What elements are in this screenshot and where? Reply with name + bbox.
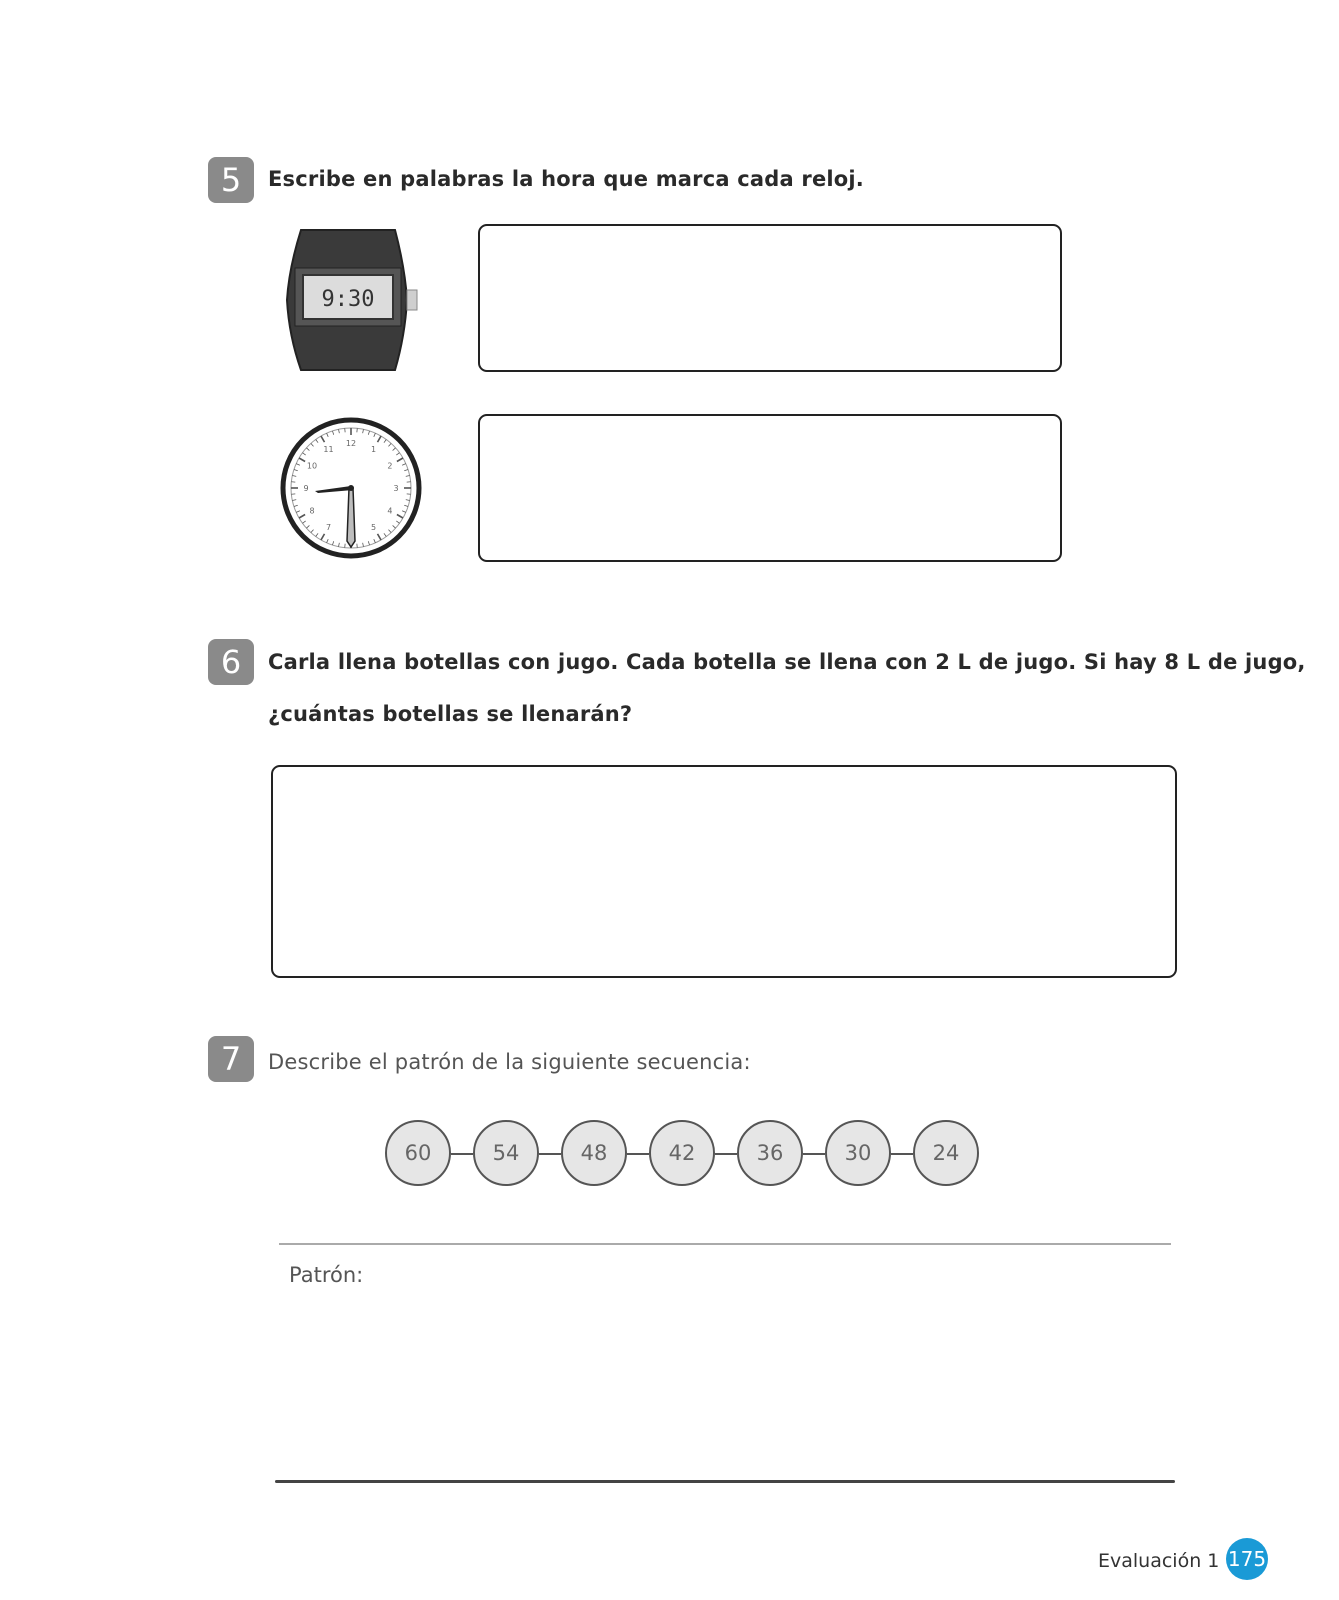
number-sequence: [385, 1120, 985, 1192]
clock-hour-label: 3: [393, 484, 399, 493]
question-7-instruction: Describe el patrón de la siguiente secuencia:: [268, 1050, 751, 1074]
question-6-line-1: Carla llena botellas con jugo. Cada botella se llena con 2 L de jugo. Si hay 8 L de jugo,: [268, 650, 1306, 674]
footer-section-label: Evaluación 1: [1098, 1550, 1220, 1572]
question-number-5: 5: [208, 157, 254, 203]
sequence-item: 36: [737, 1120, 803, 1186]
question-number-7: 7: [208, 1036, 254, 1082]
sequence-connector: [803, 1153, 825, 1155]
sequence-item: 30: [825, 1120, 891, 1186]
clock-hour-label: 11: [323, 445, 334, 455]
clock-hour-label: 8: [309, 506, 315, 516]
minute-hand: [347, 488, 355, 547]
sequence-item: 60: [385, 1120, 451, 1186]
digital-watch: [283, 228, 423, 373]
sequence-connector: [539, 1153, 561, 1155]
clock-hour-label: 1: [370, 445, 377, 455]
pattern-label: Patrón:: [289, 1263, 364, 1287]
sequence-connector: [451, 1153, 473, 1155]
question-number-6: 6: [208, 639, 254, 685]
sequence-item: 24: [913, 1120, 979, 1186]
sequence-item: 54: [473, 1120, 539, 1186]
clock-hour-label: 5: [370, 522, 377, 532]
clock-hour-label: 10: [306, 461, 318, 471]
sequence-connector: [715, 1153, 737, 1155]
page-number-badge: 175: [1226, 1538, 1268, 1580]
sequence-connector: [891, 1153, 913, 1155]
clock-hour-label: 9: [303, 484, 309, 493]
pattern-bottom-line: [275, 1480, 1175, 1483]
answer-box-analog-clock[interactable]: [478, 414, 1062, 562]
clock-hour-label: 4: [387, 506, 393, 516]
question-5-instruction: Escribe en palabras la hora que marca cada reloj.: [268, 167, 864, 191]
clock-hour-label: 12: [345, 439, 357, 448]
answer-box-digital-watch[interactable]: [478, 224, 1062, 372]
sequence-item: 42: [649, 1120, 715, 1186]
question-6-line-2: ¿cuántas botellas se llenarán?: [268, 702, 633, 726]
clock-hour-label: 7: [325, 522, 332, 532]
pattern-answer-area[interactable]: [271, 1243, 1179, 1483]
sequence-connector: [627, 1153, 649, 1155]
sequence-item: 48: [561, 1120, 627, 1186]
digital-watch-time: 9:30: [321, 287, 375, 312]
analog-clock: [280, 417, 422, 559]
answer-box-question-6[interactable]: [271, 765, 1177, 978]
clock-hour-label: 2: [387, 461, 393, 471]
pattern-top-line: [279, 1243, 1171, 1245]
